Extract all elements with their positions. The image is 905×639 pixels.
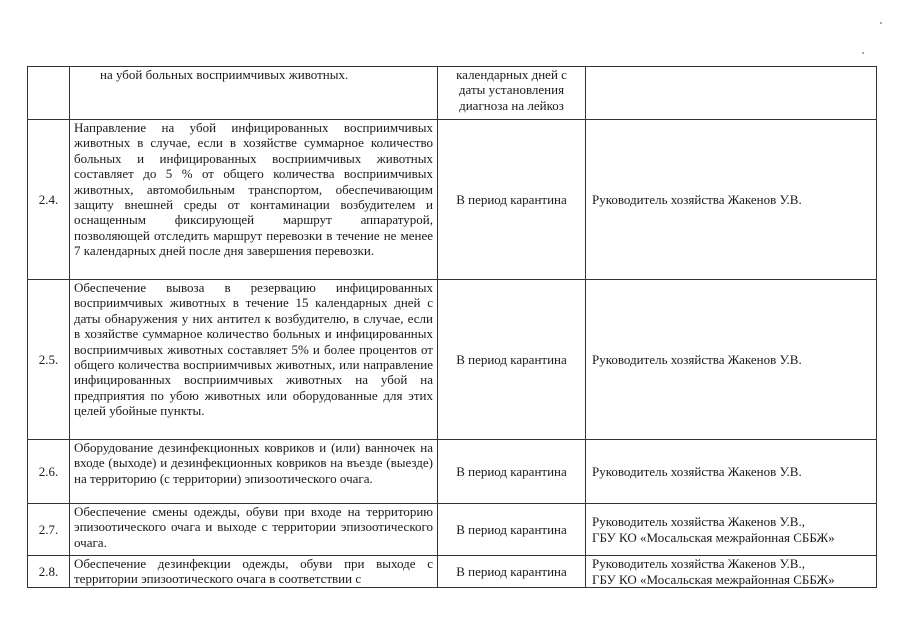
responsible-line: Руководитель хозяйства Жакенов У.В. <box>592 463 802 479</box>
responsible-line: ГБУ КО «Мосальская межрайонная СББЖ» <box>592 529 835 545</box>
term-cell <box>438 504 586 556</box>
responsible-line: ГБУ КО «Мосальская межрайонная СББЖ» <box>592 571 835 587</box>
responsible-cell <box>586 120 877 280</box>
term-line: диагноза на лейкоз <box>459 97 564 113</box>
measure-text: Обеспечение смены одежды, обуви при входе на территорию эпизоотического очага и выходе с территории эпизоотического очага. <box>70 504 438 556</box>
responsible-cell <box>586 67 877 120</box>
responsible-line: Руководитель хозяйства Жакенов У.В. <box>592 191 802 207</box>
responsible-cell <box>586 280 877 440</box>
scan-speck <box>862 52 864 54</box>
row-number: 2.5. <box>28 280 70 440</box>
table-row <box>28 440 877 504</box>
row-number: 2.4. <box>28 120 70 280</box>
responsible-cell <box>586 504 877 556</box>
term-line: В период карантина <box>456 521 567 537</box>
term-cell <box>438 67 586 120</box>
term-line: В период карантина <box>456 563 567 579</box>
term-cell <box>438 440 586 504</box>
term-cell <box>438 556 586 588</box>
measures-table <box>27 66 877 588</box>
measure-text: Оборудование дезинфекционных ковриков и (или) ванночек на входе (выходе) и дезинфекционных ковриков на въезде (выезде) на территорию (с территории) эпизоотического очага. <box>70 440 438 504</box>
measure-text: Обеспечение дезинфекции одежды, обуви при выходе с территории эпизоотического очага в соответствии с <box>74 556 433 586</box>
term-line: даты установления <box>458 82 565 98</box>
scan-speck <box>880 22 882 24</box>
responsible-cell <box>586 556 877 588</box>
table-row <box>28 556 877 588</box>
responsible-cell <box>586 440 877 504</box>
row-number: 2.7. <box>28 504 70 556</box>
table-row <box>28 120 877 280</box>
row-number <box>28 67 70 120</box>
measure-text-cell <box>70 556 438 588</box>
responsible-line: Руководитель хозяйства Жакенов У.В. <box>592 351 802 367</box>
table-row <box>28 67 877 120</box>
term-line: В период карантина <box>456 191 567 207</box>
measure-text: Обеспечение вывоза в резервацию инфицированных восприимчивых животных в течение 15 календарных дней с даты обнаружения у них антител к возбудителю, в случае, если в хозяйстве суммарное количество больных и инфицированных восприимчивых животных составляет 5% и более процентов от общего количества восприимчивых животных, или направление инфицированных восприимчивых животных на убой на предприятия по убою животных или оборудованные для этих целей убойные пункты. <box>70 280 438 440</box>
responsible-line: Руководитель хозяйства Жакенов У.В., <box>592 556 805 572</box>
term-cell <box>438 280 586 440</box>
table-row <box>28 504 877 556</box>
row-number: 2.8. <box>28 556 70 588</box>
measure-text: на убой больных восприимчивых животных. <box>70 67 438 120</box>
term-line: В период карантина <box>456 351 567 367</box>
term-cell <box>438 120 586 280</box>
row-number: 2.6. <box>28 440 70 504</box>
measure-text: Направление на убой инфицированных восприимчивых животных в случае, если в хозяйстве суммарное количество больных и инфицированных восприимчивых животных составляет до 5 % от общего количества восприимчивых животных, автомобильным транспортом, обеспечивающим защиту внешней среды от контаминации возбудителем и оснащенным фиксирующей маршрут аппаратурой, позволяющей отследить маршрут перевозки в течение не менее 7 календарных дней после дня завершения перевозки. <box>70 120 438 280</box>
responsible-line: Руководитель хозяйства Жакенов У.В., <box>592 514 805 530</box>
table-row <box>28 280 877 440</box>
term-line: календарных дней с <box>456 67 567 82</box>
term-line: В период карантина <box>456 463 567 479</box>
